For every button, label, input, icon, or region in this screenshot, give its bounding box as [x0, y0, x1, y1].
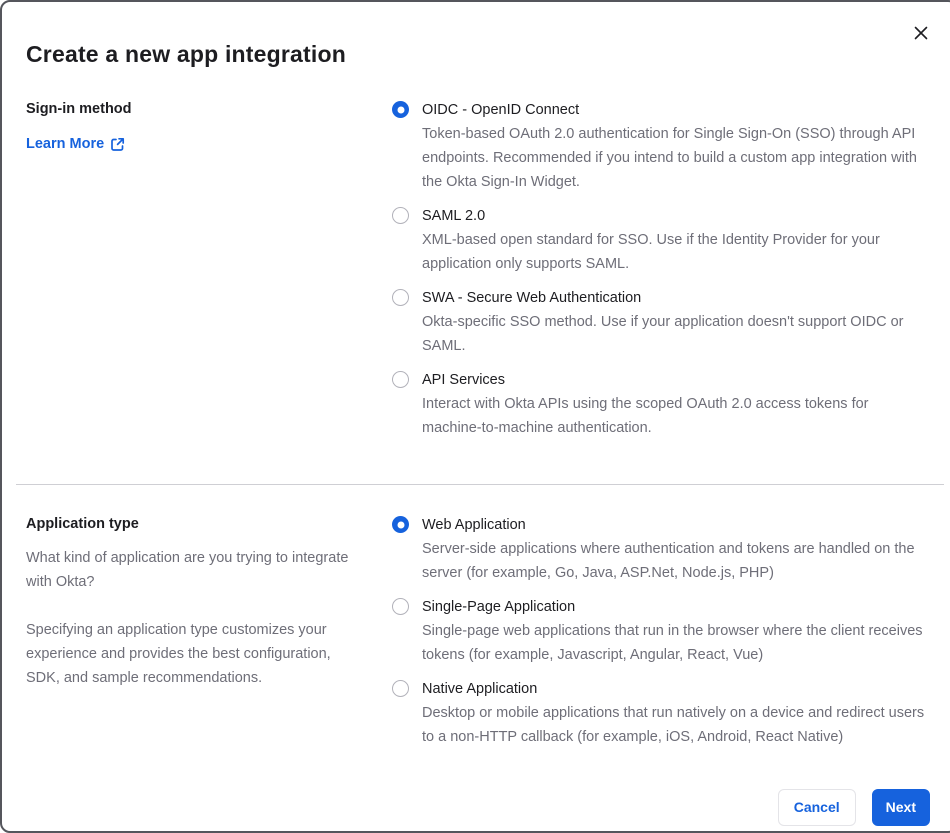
radio-web-application-description: Server-side applications where authentication and tokens are handled on the server (for example, Go, Java, ASP.Net, Node.js, PHP): [422, 541, 915, 581]
radio-api-services[interactable]: [392, 371, 409, 388]
radio-option-saml: [392, 204, 932, 276]
radio-api-services-description: Interact with Okta APIs using the scoped OAuth 2.0 access tokens for machine-to-machine authentication.: [422, 396, 869, 436]
radio-swa[interactable]: [392, 289, 409, 306]
radio-api-services-label[interactable]: API Services: [422, 372, 505, 388]
dialog-footer: [26, 789, 932, 826]
radio-option-native-application: [392, 677, 932, 749]
external-link-icon: [110, 137, 125, 152]
radio-option-oidc: [392, 98, 932, 194]
radio-single-page-application-label[interactable]: Single-Page Application: [422, 599, 576, 615]
application-type-description-1: What kind of application are you trying to integrate with Okta?: [26, 550, 349, 590]
radio-option-web-application: [392, 513, 932, 585]
radio-web-application[interactable]: [392, 516, 409, 533]
radio-native-application[interactable]: [392, 680, 409, 697]
radio-saml[interactable]: [392, 207, 409, 224]
page-title: Create a new app integration: [26, 41, 346, 67]
radio-single-page-application[interactable]: [392, 598, 409, 615]
radio-option-single-page-application: [392, 595, 932, 667]
radio-web-application-label[interactable]: Web Application: [422, 517, 526, 533]
application-type-section: [26, 513, 932, 759]
radio-saml-label[interactable]: SAML 2.0: [422, 208, 486, 224]
application-type-description-2: Specifying an application type customizes your experience and provides the best configuration, SDK, and sample recommendations.: [26, 622, 331, 686]
application-type-label: Application type: [26, 516, 139, 532]
radio-saml-description: XML-based open standard for SSO. Use if the Identity Provider for your application only supports SAML.: [422, 232, 880, 272]
signin-method-section: [26, 98, 932, 450]
next-button[interactable]: Next: [872, 789, 930, 826]
radio-oidc-description: Token-based OAuth 2.0 authentication for Single Sign-On (SSO) through API endpoints. Recommended if you intend to build a custom app integration with the Okta Sign-In Widget.: [422, 126, 917, 190]
radio-oidc[interactable]: [392, 101, 409, 118]
radio-swa-label[interactable]: SWA - Secure Web Authentication: [422, 290, 642, 306]
learn-more-link[interactable]: [26, 133, 125, 155]
radio-option-swa: [392, 286, 932, 358]
cancel-button[interactable]: Cancel: [778, 789, 856, 826]
close-icon[interactable]: [912, 24, 930, 42]
learn-more-label: Learn More: [26, 136, 105, 152]
close-x-glyph: [914, 26, 928, 40]
section-divider: [16, 484, 944, 485]
radio-single-page-application-description: Single-page web applications that run in the browser where the client receives tokens (for example, Javascript, Angular, React, Vue): [422, 623, 923, 663]
signin-method-label: Sign-in method: [26, 101, 132, 117]
radio-native-application-description: Desktop or mobile applications that run natively on a device and redirect users to a non-HTTP callback (for example, iOS, Android, React Native): [422, 705, 925, 745]
radio-swa-description: Okta-specific SSO method. Use if your application doesn't support OIDC or SAML.: [422, 314, 904, 354]
radio-option-api-services: [392, 368, 932, 440]
radio-native-application-label[interactable]: Native Application: [422, 681, 538, 697]
radio-oidc-label[interactable]: OIDC - OpenID Connect: [422, 102, 580, 118]
